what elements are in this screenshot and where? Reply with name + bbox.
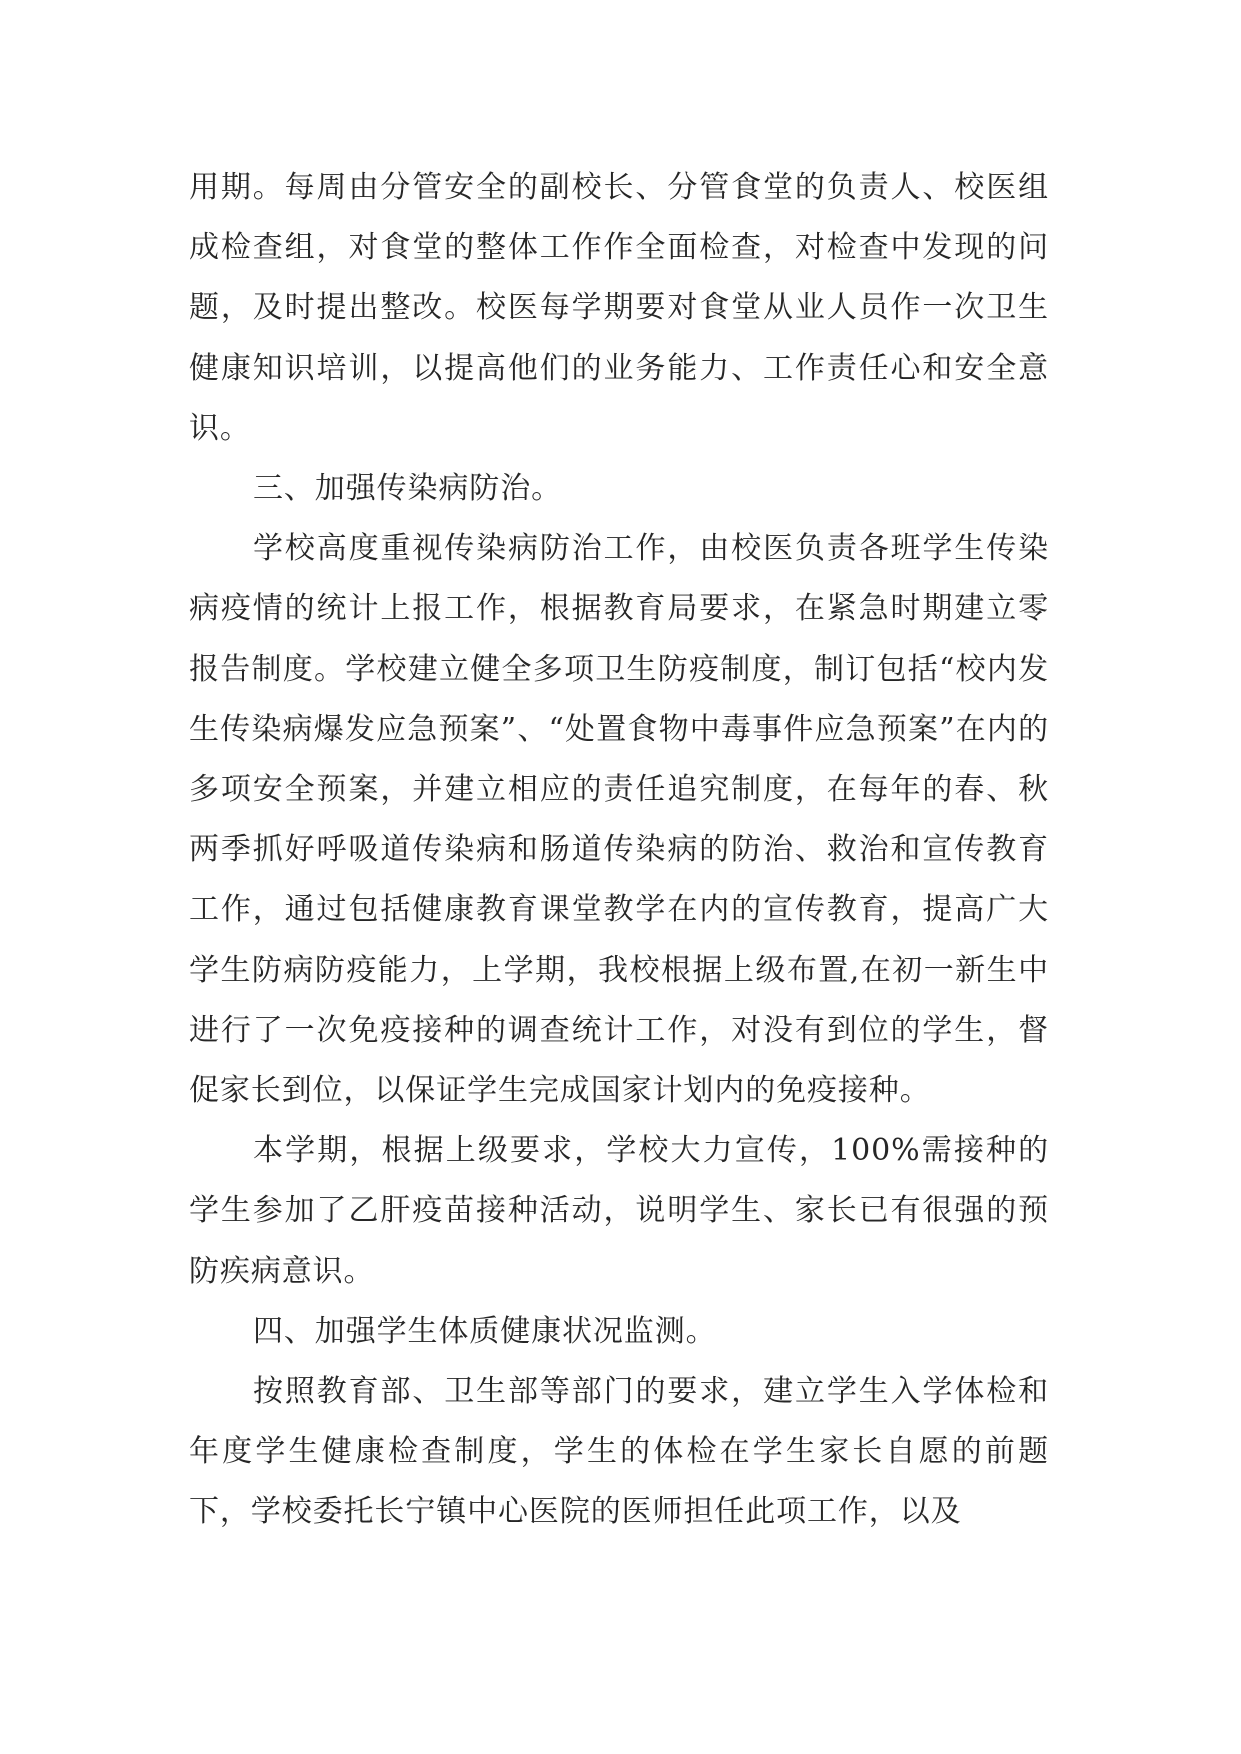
paragraph-physical-examination: 按照教育部、卫生部等部门的要求，建立学生入学体检和年度学生健康检查制度，学生的体检在学生家长自愿的前题下，学校委托长宁镇中心医院的医师担任此项工作，以及 [189, 1374, 1049, 1530]
paragraph-canteen-inspection: 用期。每周由分管安全的副校长、分管食堂的负责人、校医组成检查组，对食堂的整体工作作全面检查，对检查中发现的问题，及时提出整改。校医每学期要对食堂从业人员作一次卫生健康知识培训，以提高他们的业务能力、工作责任心和安全意识。 [189, 170, 1049, 446]
document-body [189, 158, 1049, 1543]
paragraph-hepatitis-vaccination: 本学期，根据上级要求，学校大力宣传，100%需接种的学生参加了乙肝疫苗接种活动，说明学生、家长已有很强的预防疾病意识。 [189, 1133, 1049, 1289]
section-heading-infectious-disease: 三、加强传染病防治。 [253, 471, 562, 507]
section-heading-health-monitoring: 四、加强学生体质健康状况监测。 [253, 1313, 717, 1349]
paragraph-infectious-disease-prevention: 学校高度重视传染病防治工作，由校医负责各班学生传染病疫情的统计上报工作，根据教育局要求，在紧急时期建立零报告制度。学校建立健全多项卫生防疫制度，制订包括“校内发生传染病爆发应急预案”、“处置食物中毒事件应急预案”在内的多项安全预案，并建立相应的责任追究制度，在每年的春、秋两季抓好呼吸道传染病和肠道传染病的防治、救治和宣传教育工作，通过包括健康教育课堂教学在内的宣传教育，提高广大学生防病防疫能力，上学期，我校根据上级布置,在初一新生中进行了一次免疫接种的调查统计工作，对没有到位的学生，督促家长到位，以保证学生完成国家计划内的免疫接种。 [189, 531, 1049, 1109]
